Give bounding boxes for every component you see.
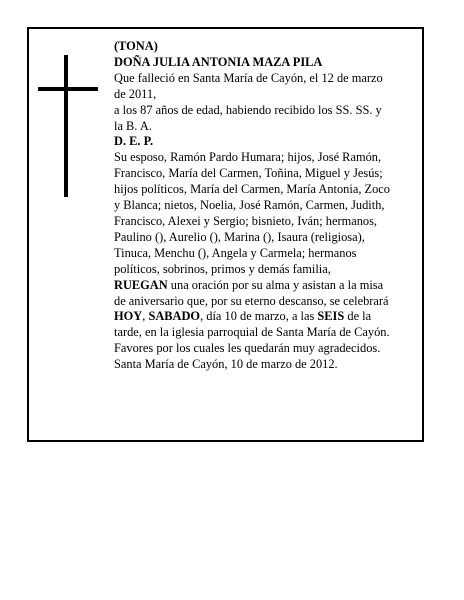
family-line: políticos, sobrinos, primos y demás familia, (114, 261, 331, 276)
six-bold: SEIS (317, 309, 345, 324)
mass-date: , día 10 de marzo, a las (200, 309, 318, 324)
family-line: Francisco, Alexei y Sergio; bisnieto, Iván; hermanos, (114, 213, 378, 228)
request-rest: una oración por su alma y asistan a la misa (167, 277, 384, 292)
death-line-1: Que falleció en Santa María de Cayón, el 12 de marzo (114, 70, 383, 85)
request-line-1 (114, 278, 424, 294)
location-line: tarde, en la iglesia parroquial de Santa María de Cayón. (114, 325, 390, 340)
cross-horizontal-bar (38, 87, 98, 91)
deceased-name: DOÑA JULIA ANTONIA MAZA PILA (114, 54, 323, 69)
rip-text: D. E. P. (114, 134, 154, 149)
family-line: y Blanca; nietos, Noelia, José Ramón, Carmen, Judith, (114, 198, 385, 213)
today-bold: HOY (114, 309, 143, 324)
death-line-2: de 2011, (114, 86, 157, 101)
request-line-2: de aniversario que, por su eterno descanso, se celebrará (114, 293, 389, 308)
obituary-text (114, 39, 424, 373)
of-the: de la (344, 309, 372, 324)
family-line: Su esposo, Ramón Pardo Humara; hijos, José Ramón, (114, 150, 382, 165)
family-line: Paulino (), Aurelio (), Marina (), Isaura (religiosa), (114, 229, 365, 244)
nickname: (TONA) (114, 39, 158, 53)
request-bold: RUEGAN (114, 277, 168, 292)
comma-separator: , (142, 309, 149, 324)
age-line-1: a los 87 años de edad, habiendo recibido los SS. SS. y (114, 102, 382, 117)
mass-time-line (114, 309, 424, 325)
cross-icon (38, 55, 98, 197)
thanks-line: Favores por los cuales les quedarán muy agradecidos. (114, 341, 381, 356)
family-line: hijos políticos, María del Carmen, María Antonia, Zoco (114, 182, 390, 197)
cross-vertical-bar (64, 55, 68, 197)
saturday-bold: SABADO (148, 309, 201, 324)
family-line: Tinuca, Menchu (), Angela y Carmela; hermanos (114, 245, 357, 260)
family-line: Francisco, María del Carmen, Toñina, Miguel y Jesús; (114, 166, 383, 181)
place-date-line: Santa María de Cayón, 10 de marzo de 2012. (114, 357, 338, 372)
age-line-2: la B. A. (114, 118, 152, 133)
